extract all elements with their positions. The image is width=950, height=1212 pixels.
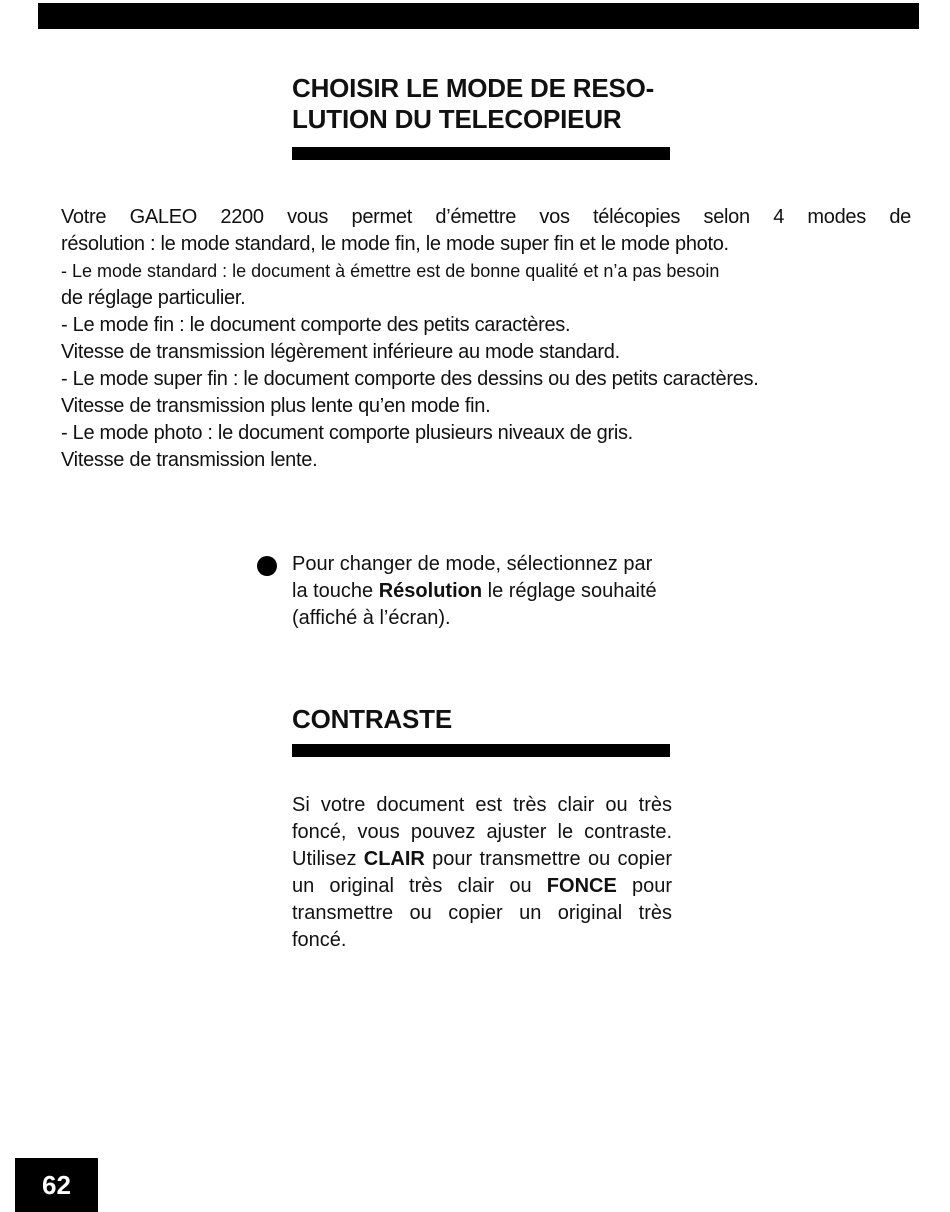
section-title-underline xyxy=(292,744,670,757)
section-title-line-1: CHOISIR LE MODE DE RESO- xyxy=(292,73,655,103)
fonce-key-label: FONCE xyxy=(546,875,617,897)
intro-line: Votre GALEO 2200 vous permet d’émettre vos télécopies selon 4 modes de xyxy=(61,206,911,228)
intro-line: résolution : le mode standard, le mode fin, le mode super fin et le mode photo. xyxy=(61,233,729,255)
bullet-icon xyxy=(257,556,277,576)
section-title-line-2: LUTION DU TELECOPIEUR xyxy=(292,104,622,134)
instruction-text: Pour changer de mode, sélectionnez par la touche Résolution le réglage souhaité (affiché à l’écran). xyxy=(292,553,657,629)
mode-photo-line: - Le mode photo : le document comporte plusieurs niveaux de gris. xyxy=(61,422,633,444)
mode-super-fin-line: - Le mode super fin : le document comporte des dessins ou des petits caractères. xyxy=(61,368,759,390)
resolution-instruction xyxy=(257,551,677,632)
mode-standard-line: de réglage particulier. xyxy=(61,287,246,309)
clair-key-label: CLAIR xyxy=(363,848,425,870)
top-header-bar xyxy=(38,3,919,29)
mode-super-fin-line: Vitesse de transmission plus lente qu’en mode fin. xyxy=(61,395,491,417)
section-title-resolution xyxy=(292,73,654,135)
mode-photo-line: Vitesse de transmission lente. xyxy=(61,449,318,471)
resolution-description xyxy=(61,204,911,474)
mode-standard-line: - Le mode standard : le document à émettre est de bonne qualité et n’a pas besoin xyxy=(61,261,720,281)
resolution-key-label: Résolution xyxy=(378,580,483,602)
page-number: 62 xyxy=(15,1158,98,1212)
section-title-contraste: CONTRASTE xyxy=(292,704,452,734)
contrast-description: Si votre document est très clair ou très foncé, vous pouvez ajuster le contraste. Utilisez CLAIR pour transmettre ou copier un original très clair ou FONCE pour transmettre ou copier un original très foncé. xyxy=(292,794,672,951)
mode-fin-line: Vitesse de transmission légèrement inférieure au mode standard. xyxy=(61,341,620,363)
section-title-underline xyxy=(292,147,670,160)
mode-fin-line: - Le mode fin : le document comporte des petits caractères. xyxy=(61,314,571,336)
